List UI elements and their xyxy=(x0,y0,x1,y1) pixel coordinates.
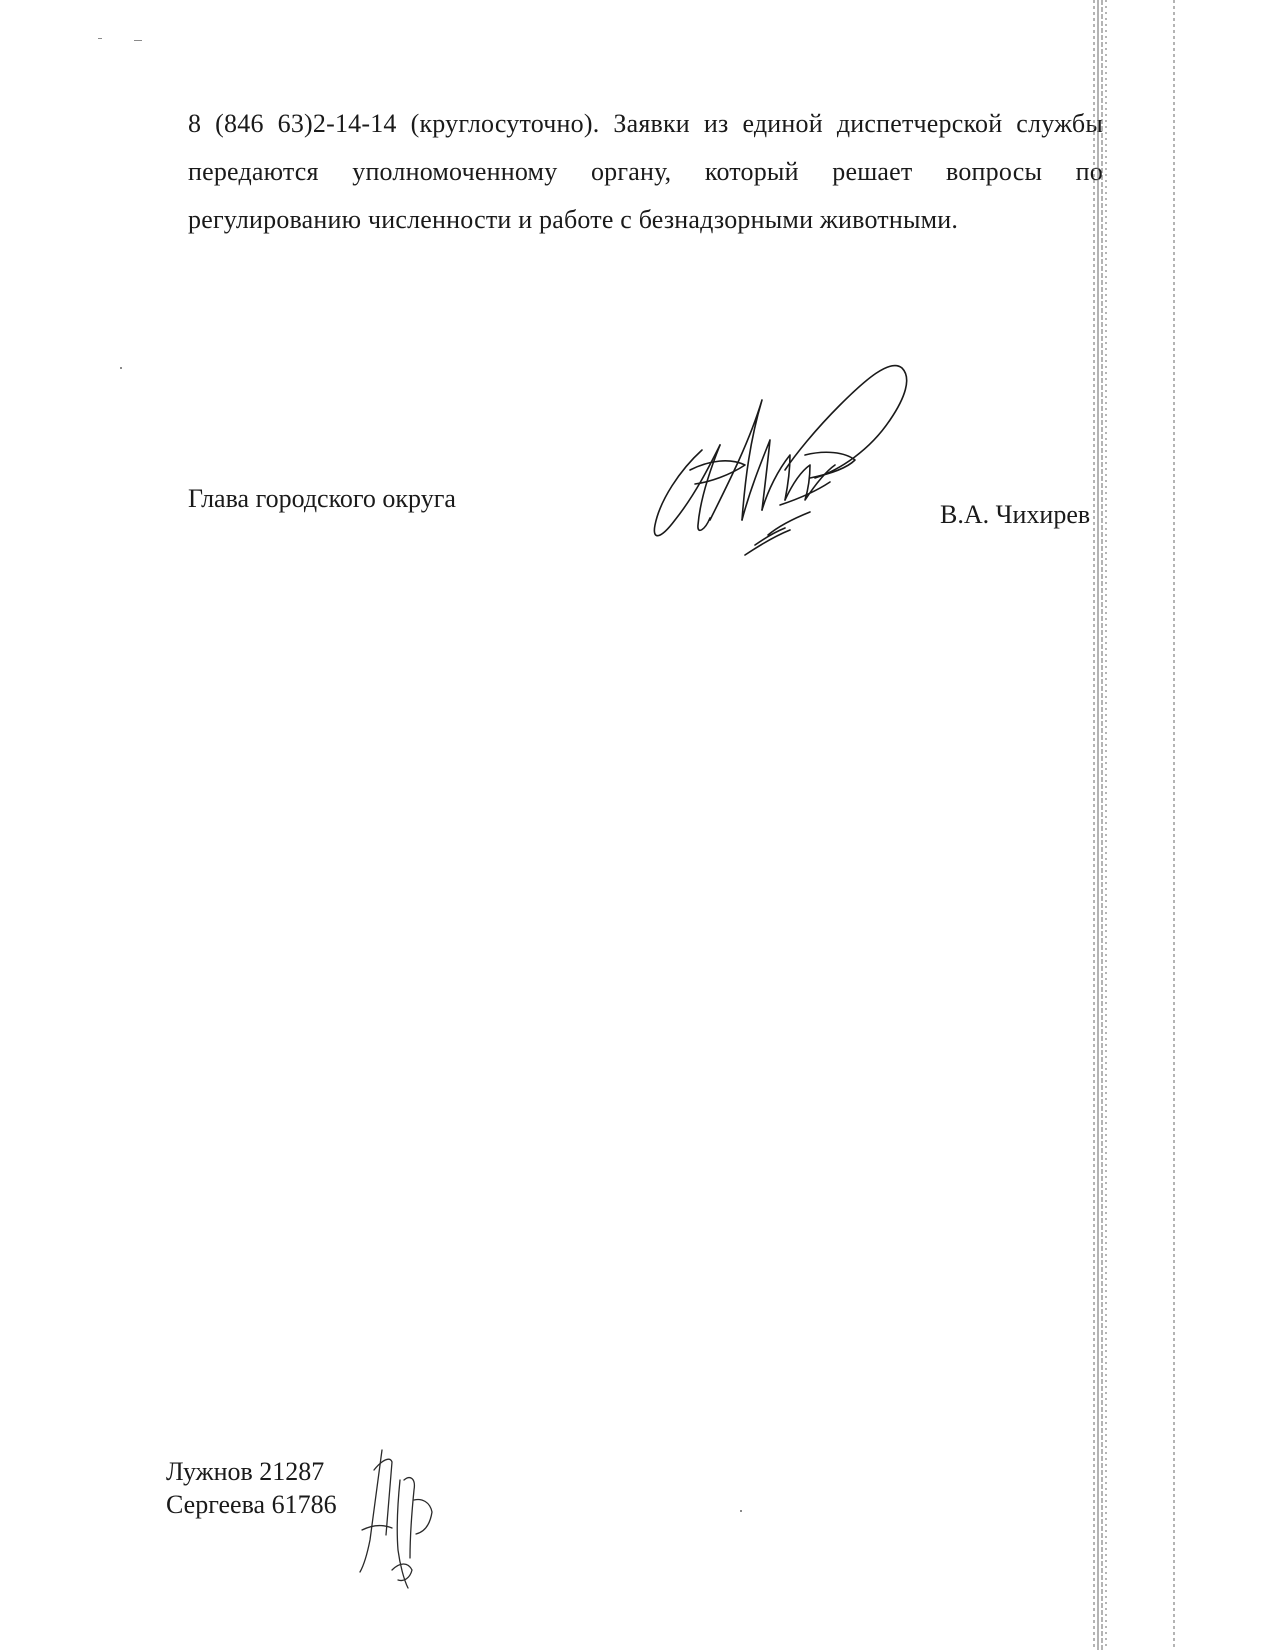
position-title: Глава городского округа xyxy=(188,484,456,513)
scan-edge-lines xyxy=(1090,0,1190,1650)
scan-speck xyxy=(134,40,142,41)
executors-block xyxy=(166,1455,337,1521)
body-paragraph xyxy=(188,100,1103,244)
scan-speck xyxy=(98,38,102,39)
executor-line: Лужнов 21287 xyxy=(166,1457,325,1486)
initials-image xyxy=(352,1440,442,1590)
executor-line: Сергеева 61786 xyxy=(166,1490,337,1519)
scan-speck xyxy=(740,1510,742,1512)
signature-image xyxy=(650,360,950,580)
scan-speck xyxy=(120,367,122,369)
signer-name: В.А. Чихирев xyxy=(940,500,1091,529)
paragraph-line: передаются уполномоченному органу, который решает вопросы по xyxy=(188,157,1103,186)
paragraph-line: регулированию численности и работе с безнадзорными животными. xyxy=(188,205,959,234)
paragraph-line: 8 (846 63)2-14-14 (круглосуточно). Заявки из единой диспетчерской службы xyxy=(188,109,1103,138)
